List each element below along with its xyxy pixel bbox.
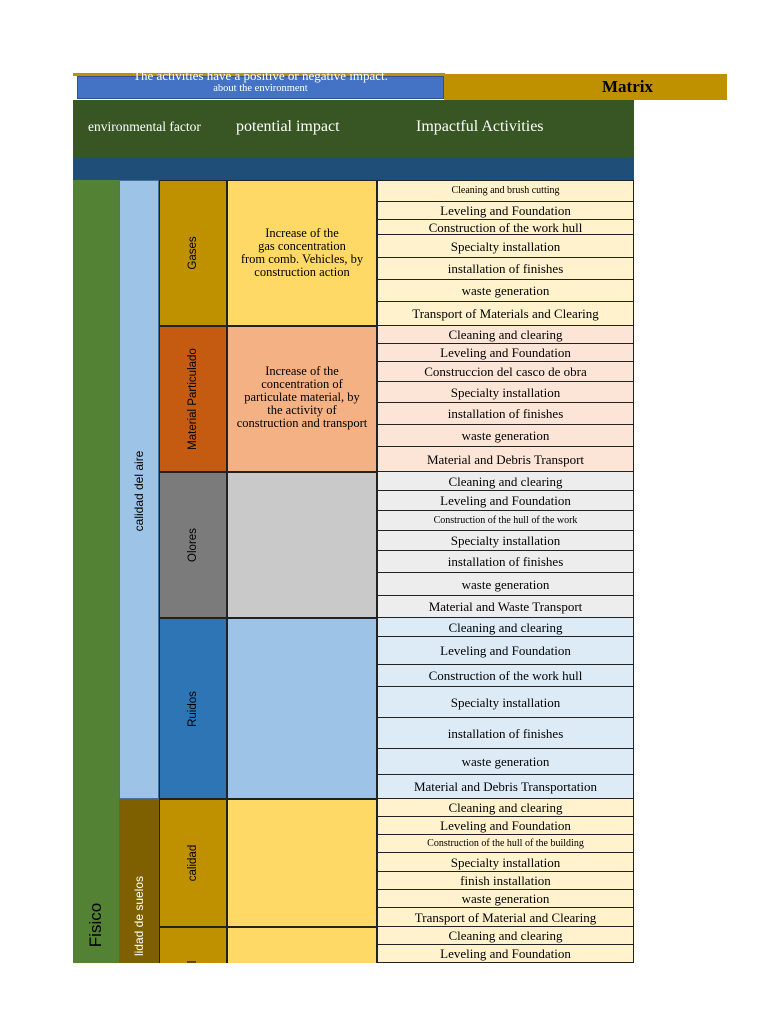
impact-gases-text: Increase of the gas concentration from comb. Vehicles, by construction action: [240, 226, 364, 279]
banner-text: about the environment: [213, 83, 308, 94]
banner-cut-text: The activities have a positive or negative impact.: [133, 68, 388, 83]
ruidos-label: Ruidos: [187, 690, 199, 727]
calidad-label: calidad: [187, 844, 199, 882]
impact-particulado-text: Increase of the concentration of particulate material, by the activity of construction and transport: [236, 364, 368, 430]
subcategory-calidad-del-aire: [119, 180, 159, 799]
calidad-del-aire-label: calidad del aire: [132, 450, 146, 532]
activity-row-gases: Leveling and Foundation: [377, 202, 634, 220]
factor-next: [159, 927, 227, 963]
activity-row-particulado: Leveling and Foundation: [377, 344, 634, 362]
activity-row-gases: Cleaning and brush cutting: [377, 180, 634, 202]
activity-row-olores: Leveling and Foundation: [377, 491, 634, 511]
activity-row-olores: Material and Waste Transport: [377, 596, 634, 618]
activity-row-ruidos: installation of finishes: [377, 718, 634, 749]
activity-row-gases: installation of finishes: [377, 258, 634, 280]
activity-row-olores: installation of finishes: [377, 551, 634, 573]
next-factor-label: l: [187, 960, 199, 964]
activity-row-gases: Transport of Materials and Clearing: [377, 302, 634, 326]
impact-olores: [227, 472, 377, 618]
activity-row-ruidos: waste generation: [377, 749, 634, 775]
fisico-label: Fisico: [86, 902, 105, 948]
impact-next: [227, 927, 377, 963]
activity-row-calidad: Specialty installation: [377, 853, 634, 872]
activity-row-ruidos: Material and Debris Transportation: [377, 775, 634, 799]
activity-row-calidad: finish installation: [377, 872, 634, 890]
activity-row-particulado: installation of finishes: [377, 403, 634, 425]
activity-row-particulado: waste generation: [377, 425, 634, 447]
activity-row-particulado: Specialty installation: [377, 382, 634, 403]
activity-row-ruidos: Construction of the work hull: [377, 665, 634, 687]
gases-label: Gases: [187, 236, 199, 270]
activity-row-particulado: Cleaning and clearing: [377, 326, 634, 344]
impact-calidad: [227, 799, 377, 927]
activity-row-next: Cleaning and clearing: [377, 927, 634, 945]
activity-row-ruidos: Leveling and Foundation: [377, 637, 634, 665]
environment-banner: [77, 68, 444, 99]
category-fisico: [73, 180, 119, 963]
activity-row-gases: Construction of the work hull: [377, 220, 634, 235]
factor-ruidos: [159, 618, 227, 799]
activity-row-ruidos: Specialty installation: [377, 687, 634, 718]
activity-row-next: Leveling and Foundation: [377, 945, 634, 963]
subcategory-calidad-de-suelos: [119, 799, 159, 963]
factor-material-particulado: [159, 326, 227, 472]
activity-row-calidad: Construction of the hull of the building: [377, 835, 634, 853]
activity-row-calidad: Transport of Material and Clearing: [377, 908, 634, 927]
activity-row-olores: Cleaning and clearing: [377, 472, 634, 491]
impact-ruidos: [227, 618, 377, 799]
matrix-title: Matrix: [602, 77, 653, 96]
activity-row-calidad: Leveling and Foundation: [377, 817, 634, 835]
factor-calidad: [159, 799, 227, 927]
activity-row-particulado: Material and Debris Transport: [377, 447, 634, 472]
olores-label: Olores: [187, 528, 199, 562]
header-impactful-activities: Impactful Activities: [416, 118, 544, 135]
factor-gases: [159, 180, 227, 326]
activity-row-particulado: Construccion del casco de obra: [377, 362, 634, 382]
material-particulado-label: Material Particulado: [187, 348, 199, 450]
impact-gases: [227, 180, 377, 326]
activity-row-gases: waste generation: [377, 280, 634, 302]
activity-row-olores: waste generation: [377, 573, 634, 596]
header-sub-row: [73, 157, 634, 180]
activity-row-calidad: Cleaning and clearing: [377, 799, 634, 817]
header-environmental-factor: environmental factor: [88, 119, 201, 134]
activity-row-calidad: waste generation: [377, 890, 634, 908]
activity-row-olores: Specialty installation: [377, 531, 634, 551]
matrix-title-bar: [444, 74, 727, 100]
calidad-de-suelos-label: lidad de suelos: [132, 875, 146, 957]
activity-row-gases: Specialty installation: [377, 235, 634, 258]
activity-row-olores: Construction of the hull of the work: [377, 511, 634, 531]
header-potential-impact: potential impact: [236, 118, 340, 135]
factor-olores: [159, 472, 227, 618]
impact-particulado: [227, 326, 377, 472]
activity-row-ruidos: Cleaning and clearing: [377, 618, 634, 637]
